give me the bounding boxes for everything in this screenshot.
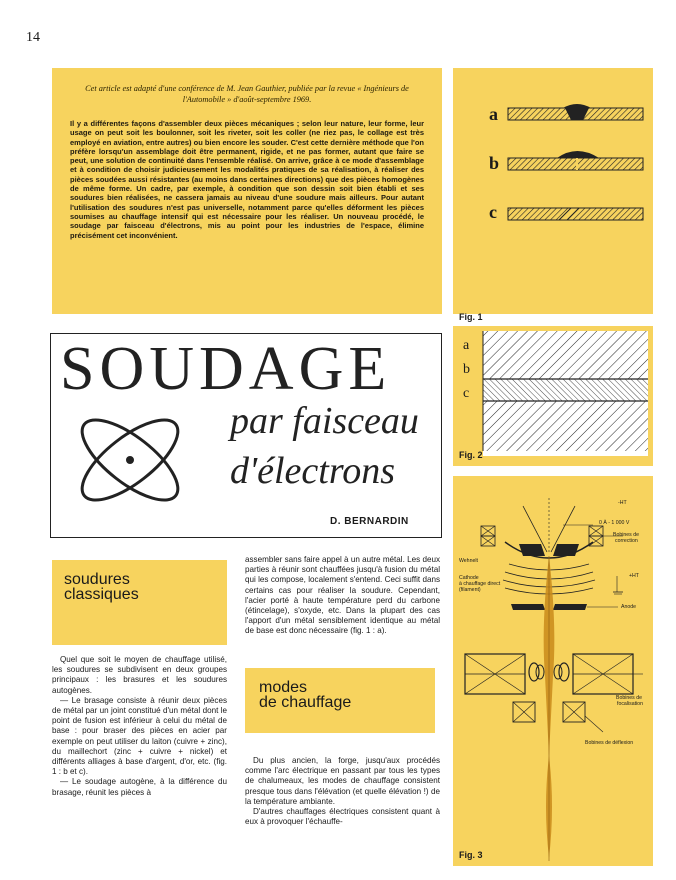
text-column-2a <box>245 555 440 637</box>
paragraph: D'autres chauffages électriques consistent quant à eux à provoquer l'échauffe- <box>245 807 440 827</box>
text-column-2b <box>245 756 440 827</box>
fig3-label-anode: Anode <box>621 604 637 610</box>
intro-body: Il y a différentes façons d'assembler deux pièces mécaniques ; selon leur nature, leur forme, leur usage on peut soit les boulonner, soit les riveter, soit les coller (ne riez pas, le collage est très employé en aviation, entre autres) ou bien encore les souder. C'est cette dernière méthode que l'on préfère lorsqu'un assemblage doit être permanent, rigide, et ne pas former, autant que faire se peut, une solution de continuité dans l'ensemble réalisé. On arrive, grâce à ce mode d'assemblage et à condition de choisir judicieusement les modalités pratiques de sa réalisation, à réaliser des pièces soudées aussi résistantes (au moins dans certaines directions) que des pièces homogènes de même forme. Un cadre, par exemple, à condition que son dessin soit bien établi et ses soudures bien réalisées, ne cassera jamais au niveau d'une soudure mais ailleurs. Pour autant l'utilisation des soudures n'est pas universelle, notamment parce qu'elles déforment les pièces soumises au chauffage intensif qui est nécessaire pour les réaliser. Un nouveau procédé, le soudage par faisceau d'électrons, mis au point pour les industries de l'espace, élimine précisément cet inconvénient. <box>70 119 424 240</box>
fig2-letter-a: a <box>463 338 470 353</box>
text-column-1 <box>52 655 227 798</box>
fig3-label-correction-2: correction <box>615 538 638 544</box>
fig3-caption: Fig. 3 <box>459 850 483 860</box>
fig1-caption: Fig. 1 <box>459 312 483 322</box>
intro-note: Cet article est adapté d'une conférence de M. Jean Gauthier, publiée par la revue « Ingénieurs de l'Automobile » d'août-septembre 1969. <box>85 84 409 104</box>
heading-line: de chauffage <box>259 694 352 711</box>
figure-2-diagram <box>453 326 653 466</box>
fig3-label-focal-1: Bobines de <box>616 695 642 701</box>
paragraph: Du plus ancien, la forge, jusqu'aux procédés comme l'arc électrique en passant par tous les types de chalumeaux, les modes de chauffage consistent presque tous dans l'élévation (et quelle élévation !) de la température ambiante. <box>245 756 440 806</box>
heading-line: classiques <box>64 586 139 603</box>
fig3-label-deflexion: Bobines de déflexion <box>585 740 634 746</box>
fig3-label-cathode-2: à chauffage direct <box>459 581 501 587</box>
author: D. BERNARDIN <box>330 516 409 527</box>
fig3-label-plus-ht: +HT <box>629 573 639 579</box>
paragraph: assembler sans faire appel à un autre métal. Les deux parties à réunir sont chauffées jusqu'à fusion du métal qui les compose, localement s'entend. Ceci suffit dans certains cas pour réaliser la soudure. Cependant, l'acier porté à haute température perd du carbone (étincelage), s'oxyde, etc. Dans la plupart des cas l'apport d'un métal sensiblement identique au métal de base est donc nécessaire (fig. 1 : a). <box>245 555 440 636</box>
figure-2-panel <box>453 326 653 466</box>
article-title: SOUDAGE <box>60 335 392 403</box>
paragraph: Quel que soit le moyen de chauffage utilisé, les soudures se subdivisent en deux groupes principaux : les brasures et les soudures autogènes. <box>52 655 227 695</box>
fig1-letter-c: c <box>489 202 497 222</box>
intro-box <box>52 68 442 314</box>
fig2-letter-c: c <box>463 386 470 401</box>
fig2-caption: Fig. 2 <box>459 450 483 460</box>
figure-1-diagram <box>453 68 653 314</box>
fig3-label-correction-1: Bobines de <box>613 532 639 538</box>
fig2-letter-b: b <box>463 362 470 377</box>
heading-line: soudures <box>64 571 130 588</box>
paragraph: — Le soudage autogène, à la différence du brasage, réunit les pièces à <box>52 777 227 797</box>
fig1-letter-b: b <box>489 153 500 173</box>
atom-icon <box>58 394 208 524</box>
section-heading-modes-de-chauffage <box>245 668 435 733</box>
heading-line: modes <box>259 679 308 696</box>
page-number: 14 <box>26 30 40 45</box>
title-subtitle-line2: d'électrons <box>230 450 396 492</box>
fig1-letter-a: a <box>489 104 498 124</box>
figure-1-panel <box>453 68 653 322</box>
title-subtitle-line1: par faisceau <box>230 400 419 442</box>
fig3-label-voltage: 0 À - 1 000 V <box>599 520 630 526</box>
fig3-label-minus-ht: -HT <box>618 500 627 506</box>
paragraph: — Le brasage consiste à réunir deux pièces de métal par un joint constitué d'un métal dont le point de fusion est inférieur à celui du métal de base : pour braser des pièces en acier par exemple on peut utiliser du laiton (cuivre + zinc), du maillechort (zinc + cuivre + nickel) et différents alliages à base d'argent, d'or, etc. (fig. 1 : b et c). <box>52 695 227 777</box>
section-heading-soudures-classiques <box>52 560 227 645</box>
fig3-label-focal-2: focalisation <box>617 701 643 707</box>
fig3-label-cathode-3: (filament) <box>459 587 481 593</box>
fig3-label-cathode-1: Cathode <box>459 575 479 581</box>
figure-3-panel <box>453 476 653 866</box>
fig3-label-wehnelt: Wehnelt <box>459 558 478 564</box>
